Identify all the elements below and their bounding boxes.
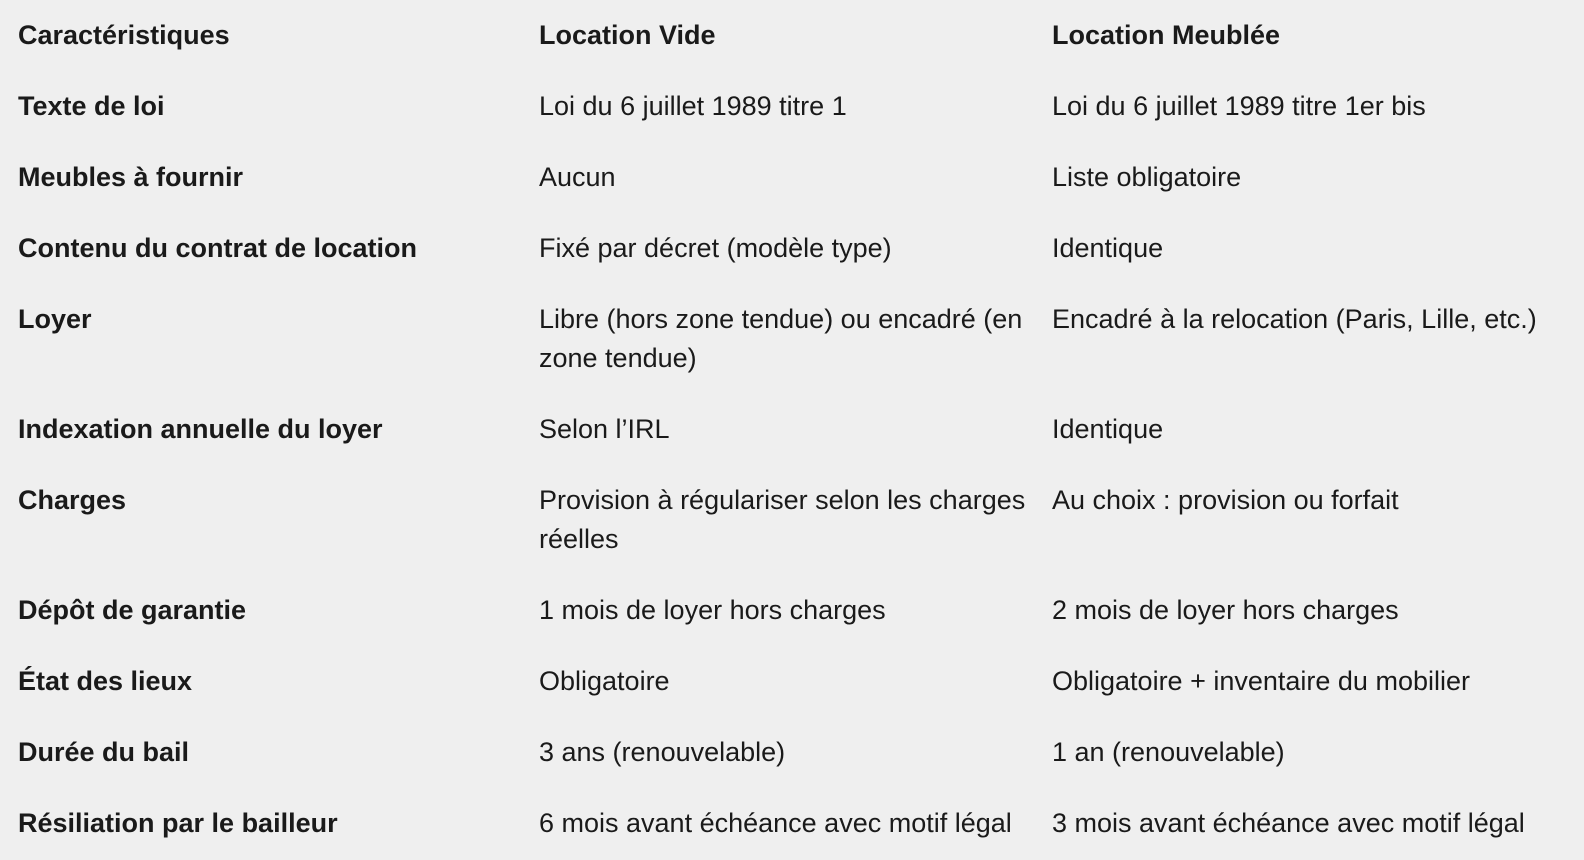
- cell-location-meublee: Loi du 6 juillet 1989 titre 1er bis: [1052, 91, 1426, 121]
- header-location-vide: Location Vide: [539, 20, 716, 50]
- row-label: Loyer: [18, 304, 92, 334]
- row-label: Indexation annuelle du loyer: [18, 414, 383, 444]
- table-row: [0, 788, 1584, 859]
- cell-location-meublee: 3 mois avant échéance avec motif légal: [1052, 808, 1525, 838]
- cell-location-vide: Aucun: [539, 162, 616, 192]
- cell-location-meublee: 1 an (renouvelable): [1052, 737, 1285, 767]
- row-label: Résiliation par le bailleur: [18, 808, 338, 838]
- table-row: [0, 717, 1584, 788]
- cell-location-meublee: Obligatoire + inventaire du mobilier: [1052, 666, 1470, 696]
- table-row: [0, 575, 1584, 646]
- table-row: [0, 71, 1584, 142]
- cell-location-meublee: Encadré à la relocation (Paris, Lille, etc.): [1052, 304, 1537, 334]
- cell-location-meublee: Au choix : provision ou forfait: [1052, 485, 1399, 515]
- cell-location-vide: Fixé par décret (modèle type): [539, 233, 892, 263]
- row-label: Charges: [18, 485, 127, 515]
- row-label: État des lieux: [18, 666, 193, 696]
- cell-location-vide: 3 ans (renouvelable): [539, 737, 786, 767]
- header-location-meublee: Location Meublée: [1052, 20, 1281, 50]
- table-row: [0, 284, 1584, 394]
- table-row: [0, 465, 1584, 575]
- row-label: Texte de loi: [18, 91, 165, 121]
- cell-location-vide: Selon l’IRL: [539, 414, 670, 444]
- cell-location-meublee: 2 mois de loyer hors charges: [1052, 595, 1399, 625]
- row-label: Dépôt de garantie: [18, 595, 247, 625]
- cell-location-vide: Loi du 6 juillet 1989 titre 1: [539, 91, 847, 121]
- table-row: [0, 394, 1584, 465]
- cell-location-vide: Provision à régulariser selon les charges réelles: [539, 485, 1026, 554]
- table-row: [0, 646, 1584, 717]
- cell-location-vide: 1 mois de loyer hors charges: [539, 595, 886, 625]
- cell-location-meublee: Identique: [1052, 414, 1164, 444]
- cell-location-vide: Libre (hors zone tendue) ou encadré (en zone tendue): [539, 304, 1023, 373]
- table-row: [0, 142, 1584, 213]
- row-label: Durée du bail: [18, 737, 190, 767]
- header-characteristics: Caractéristiques: [18, 20, 230, 50]
- cell-location-vide: 6 mois avant échéance avec motif légal: [539, 808, 1012, 838]
- header-row: [0, 0, 1584, 71]
- cell-location-vide: Obligatoire: [539, 666, 670, 696]
- cell-location-meublee: Identique: [1052, 233, 1164, 263]
- table-row: [0, 213, 1584, 284]
- row-label: Contenu du contrat de location: [18, 233, 417, 263]
- row-label: Meubles à fournir: [18, 162, 244, 192]
- cell-location-meublee: Liste obligatoire: [1052, 162, 1242, 192]
